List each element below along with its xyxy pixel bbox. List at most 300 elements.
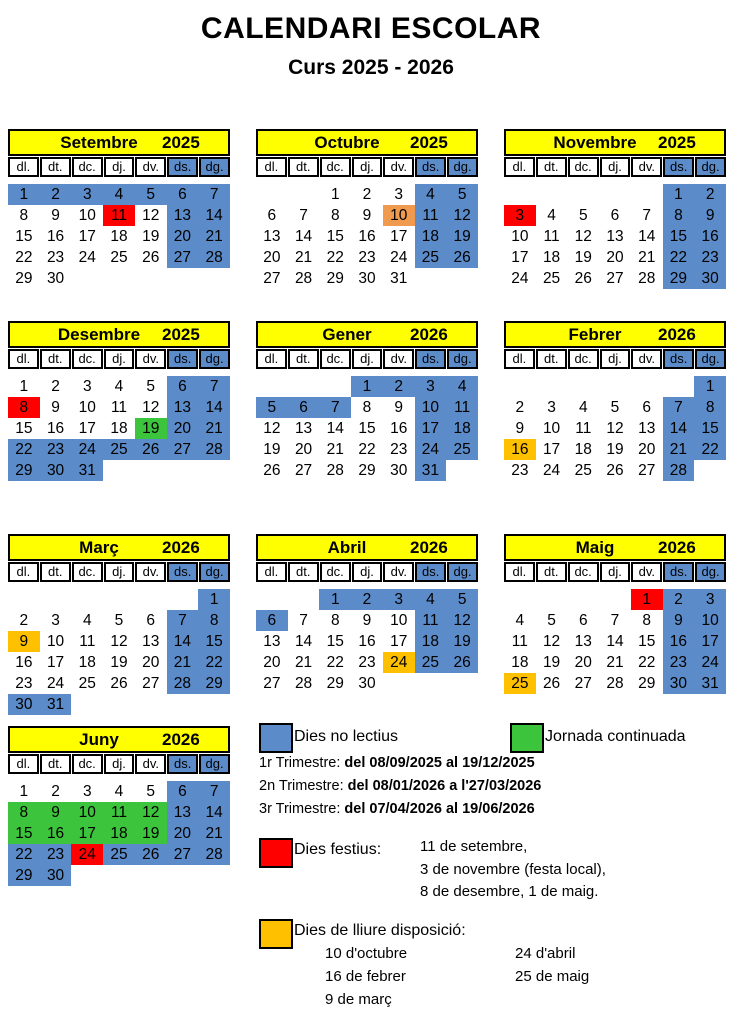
day-cell: 7 [663,397,695,418]
day-cell: 25 [504,673,536,694]
day-cell: 23 [40,247,72,268]
weekday-label: dg. [199,157,230,177]
day-cell: 8 [8,205,40,226]
day-cell: 15 [8,418,40,439]
weekday-label: dg. [447,157,478,177]
day-cell: 24 [40,673,72,694]
day-cell: 28 [167,673,199,694]
day-cell: 21 [198,418,230,439]
lliure-item: 25 de maig [515,968,590,985]
empty-cell [256,376,288,397]
day-cell: 15 [631,631,663,652]
day-cell: 17 [71,418,103,439]
day-cell: 17 [383,226,415,247]
month-year: 2025 [162,324,200,344]
day-cell: 18 [504,652,536,673]
day-cell: 23 [383,439,415,460]
day-cell: 5 [135,781,167,802]
day-cell: 13 [599,226,631,247]
empty-cell [256,589,288,610]
day-cell: 27 [135,673,167,694]
day-cell: 30 [351,673,383,694]
empty-cell [631,184,663,205]
day-cell: 22 [663,247,695,268]
day-cell: 4 [567,397,599,418]
month-header [504,129,726,156]
day-cell: 28 [198,247,230,268]
empty-cell [446,673,478,694]
day-cell: 30 [8,694,40,715]
weekday-label: dj. [352,349,383,369]
day-cell: 29 [8,268,40,289]
day-cell: 6 [167,781,199,802]
day-cell: 27 [167,439,199,460]
day-cell: 13 [167,397,199,418]
day-cell: 18 [103,226,135,247]
empty-cell [167,694,199,715]
day-cell: 9 [694,205,726,226]
day-cell: 24 [71,439,103,460]
empty-cell [135,865,167,886]
day-cell: 13 [256,631,288,652]
weekday-label: dt. [40,754,71,774]
day-cell: 9 [351,610,383,631]
weekday-label: dg. [695,349,726,369]
month-juny [8,726,230,886]
month-year: 2025 [410,132,448,152]
month-header [256,534,478,561]
festius-item: 8 de desembre, 1 de maig. [420,883,599,900]
day-cell: 25 [103,844,135,865]
weekday-label: dg. [199,754,230,774]
month-name: Octubre [314,132,380,152]
day-cell: 23 [694,247,726,268]
no-lectius-label: Dies no lectius [294,728,399,745]
month-setembre [8,129,230,289]
day-cell: 10 [40,631,72,652]
day-cell: 3 [383,184,415,205]
day-cell: 28 [198,844,230,865]
day-cell: 15 [694,418,726,439]
day-cell: 19 [135,418,167,439]
weekday-label: dj. [352,562,383,582]
day-cell: 28 [319,460,351,481]
day-cell: 21 [663,439,695,460]
day-cell: 4 [71,610,103,631]
day-cell: 1 [663,184,695,205]
weekday-header-row [256,157,478,177]
day-cell: 7 [198,184,230,205]
day-cell: 24 [383,652,415,673]
day-grid [256,589,478,694]
empty-cell [567,589,599,610]
day-cell: 21 [288,652,320,673]
day-cell: 2 [383,376,415,397]
weekday-label: dg. [447,562,478,582]
month-name: Maig [575,537,615,557]
month-year: 2026 [162,537,200,557]
day-cell: 14 [599,631,631,652]
empty-cell [103,694,135,715]
day-cell: 4 [415,589,447,610]
weekday-label: dg. [695,562,726,582]
empty-cell [599,184,631,205]
day-cell: 15 [8,823,40,844]
day-cell: 8 [631,610,663,631]
day-cell: 4 [103,184,135,205]
month-header [256,129,478,156]
empty-cell [536,376,568,397]
weekday-header-row [504,157,726,177]
day-cell: 21 [198,823,230,844]
day-cell: 14 [198,397,230,418]
weekday-label: dt. [536,157,567,177]
day-cell: 15 [319,226,351,247]
weekday-label: dj. [352,157,383,177]
weekday-label: dj. [600,349,631,369]
empty-cell [103,589,135,610]
day-cell: 2 [8,610,40,631]
lliure-item: 24 d'abril [515,945,576,962]
lliure-item: 10 d'octubre [325,945,408,962]
weekday-label: dl. [256,349,287,369]
day-cell: 8 [198,610,230,631]
day-cell: 1 [351,376,383,397]
lliure-label: Dies de lliure disposició: [294,922,466,939]
day-cell: 16 [351,226,383,247]
day-cell: 8 [8,397,40,418]
empty-cell [536,589,568,610]
festius-items [420,836,606,904]
day-cell: 9 [351,205,383,226]
day-cell: 9 [40,397,72,418]
weekday-label: dc. [568,157,599,177]
day-cell: 11 [567,418,599,439]
weekday-label: ds. [167,349,198,369]
day-cell: 24 [694,652,726,673]
day-cell: 10 [71,397,103,418]
day-cell: 16 [504,439,536,460]
day-cell: 15 [351,418,383,439]
day-cell: 23 [351,247,383,268]
day-cell: 25 [415,652,447,673]
day-cell: 9 [40,205,72,226]
day-cell: 20 [631,439,663,460]
day-cell: 21 [198,226,230,247]
day-cell: 6 [167,376,199,397]
day-cell: 30 [40,268,72,289]
day-cell: 31 [71,460,103,481]
month-gener [256,321,478,481]
day-cell: 5 [135,184,167,205]
empty-cell [103,460,135,481]
day-cell: 5 [446,184,478,205]
empty-cell [198,268,230,289]
weekday-label: dc. [72,349,103,369]
weekday-label: dj. [600,562,631,582]
day-cell: 4 [415,184,447,205]
day-cell: 27 [599,268,631,289]
empty-cell [288,184,320,205]
day-cell: 17 [40,652,72,673]
trimestres-block [259,752,541,821]
day-cell: 13 [256,226,288,247]
weekday-label: ds. [167,562,198,582]
weekday-label: dj. [104,562,135,582]
day-cell: 11 [103,802,135,823]
empty-cell [383,673,415,694]
day-cell: 28 [198,439,230,460]
day-cell: 4 [504,610,536,631]
day-cell: 1 [631,589,663,610]
day-cell: 12 [135,802,167,823]
day-cell: 2 [351,184,383,205]
day-cell: 6 [631,397,663,418]
empty-cell [256,184,288,205]
day-cell: 1 [198,589,230,610]
empty-cell [415,268,447,289]
day-cell: 3 [504,205,536,226]
month-name: Abril [327,537,367,557]
empty-cell [40,589,72,610]
day-cell: 8 [694,397,726,418]
empty-cell [167,865,199,886]
day-cell: 18 [71,652,103,673]
day-grid [504,589,726,694]
day-cell: 6 [288,397,320,418]
weekday-label: dv. [135,562,166,582]
day-cell: 11 [415,610,447,631]
empty-cell [504,184,536,205]
weekday-label: dv. [383,349,414,369]
day-cell: 30 [694,268,726,289]
day-cell: 30 [383,460,415,481]
day-cell: 22 [8,844,40,865]
weekday-label: dc. [568,349,599,369]
day-cell: 19 [256,439,288,460]
day-cell: 18 [415,226,447,247]
day-cell: 6 [256,610,288,631]
day-cell: 14 [288,631,320,652]
day-cell: 2 [504,397,536,418]
month-year: 2026 [410,324,448,344]
weekday-header-row [8,562,230,582]
day-cell: 10 [383,205,415,226]
day-cell: 22 [319,247,351,268]
day-cell: 3 [694,589,726,610]
day-cell: 9 [504,418,536,439]
weekday-label: dt. [40,349,71,369]
empty-cell [663,376,695,397]
weekday-label: dc. [72,157,103,177]
day-cell: 22 [8,247,40,268]
day-cell: 7 [288,205,320,226]
day-cell: 7 [167,610,199,631]
weekday-header-row [504,562,726,582]
weekday-label: ds. [415,562,446,582]
empty-cell [536,184,568,205]
weekday-label: dv. [135,349,166,369]
day-cell: 26 [135,439,167,460]
day-cell: 12 [567,226,599,247]
day-cell: 7 [319,397,351,418]
weekday-label: dl. [504,562,535,582]
weekday-label: dj. [104,349,135,369]
weekday-label: dl. [256,157,287,177]
day-cell: 16 [351,631,383,652]
day-cell: 24 [504,268,536,289]
day-cell: 18 [103,418,135,439]
month-febrer [504,321,726,481]
page-title: CALENDARI ESCOLAR [200,12,542,45]
no-lectius-swatch [259,723,293,753]
month-name: Desembre [57,324,141,344]
day-cell: 7 [198,376,230,397]
day-cell: 20 [256,652,288,673]
day-cell: 29 [8,460,40,481]
month-header [256,321,478,348]
day-cell: 17 [504,247,536,268]
weekday-header-row [256,349,478,369]
day-cell: 29 [663,268,695,289]
day-cell: 21 [167,652,199,673]
day-cell: 15 [8,226,40,247]
day-cell: 31 [383,268,415,289]
day-cell: 13 [167,205,199,226]
day-cell: 25 [536,268,568,289]
day-cell: 13 [167,802,199,823]
weekday-label: dl. [8,157,39,177]
day-cell: 17 [71,226,103,247]
lliure-column-2 [515,942,589,988]
day-grid [8,184,230,289]
day-cell: 12 [256,418,288,439]
day-cell: 11 [504,631,536,652]
day-cell: 20 [167,226,199,247]
day-cell: 17 [415,418,447,439]
day-cell: 21 [288,247,320,268]
day-cell: 11 [103,397,135,418]
empty-cell [504,589,536,610]
weekday-label: dl. [504,157,535,177]
day-cell: 3 [71,376,103,397]
day-cell: 31 [40,694,72,715]
day-grid [8,781,230,886]
empty-cell [71,268,103,289]
weekday-label: dc. [72,562,103,582]
weekday-label: dg. [199,562,230,582]
day-cell: 27 [256,268,288,289]
page-subtitle: Curs 2025 - 2026 [288,56,454,79]
day-cell: 18 [103,823,135,844]
month-header [8,129,230,156]
weekday-label: ds. [167,754,198,774]
day-cell: 18 [536,247,568,268]
day-cell: 23 [504,460,536,481]
day-cell: 11 [536,226,568,247]
day-cell: 17 [694,631,726,652]
day-cell: 9 [40,802,72,823]
day-cell: 1 [319,589,351,610]
weekday-label: dg. [447,349,478,369]
day-cell: 17 [536,439,568,460]
day-cell: 20 [256,247,288,268]
day-cell: 9 [663,610,695,631]
day-cell: 30 [351,268,383,289]
day-cell: 22 [8,439,40,460]
day-cell: 25 [103,439,135,460]
day-cell: 4 [446,376,478,397]
month-name: Gener [322,324,372,344]
day-cell: 23 [351,652,383,673]
weekday-label: dv. [631,562,662,582]
empty-cell [567,184,599,205]
day-cell: 26 [256,460,288,481]
day-cell: 12 [135,205,167,226]
day-cell: 17 [71,823,103,844]
month-name: Febrer [568,324,622,344]
day-cell: 18 [415,631,447,652]
weekday-label: ds. [663,157,694,177]
day-cell: 1 [694,376,726,397]
day-cell: 26 [446,247,478,268]
day-cell: 2 [351,589,383,610]
day-cell: 20 [599,247,631,268]
day-cell: 29 [8,865,40,886]
jornada-swatch [510,723,544,753]
day-cell: 10 [71,205,103,226]
empty-cell [167,589,199,610]
day-cell: 24 [383,247,415,268]
lliure-column-1 [325,942,407,1010]
day-cell: 19 [567,247,599,268]
weekday-label: dl. [504,349,535,369]
empty-cell [135,268,167,289]
day-cell: 5 [103,610,135,631]
month-year: 2025 [162,132,200,152]
day-cell: 16 [8,652,40,673]
weekday-header-row [256,562,478,582]
day-cell: 22 [351,439,383,460]
day-cell: 25 [567,460,599,481]
day-cell: 12 [446,610,478,631]
day-cell: 11 [446,397,478,418]
day-grid [8,376,230,481]
day-cell: 1 [319,184,351,205]
empty-cell [8,589,40,610]
empty-cell [71,694,103,715]
day-cell: 16 [40,226,72,247]
day-cell: 17 [383,631,415,652]
empty-cell [288,589,320,610]
empty-cell [167,268,199,289]
day-cell: 29 [631,673,663,694]
day-cell: 5 [446,589,478,610]
day-grid [504,184,726,289]
day-cell: 6 [567,610,599,631]
weekday-label: dt. [288,157,319,177]
month-octubre [256,129,478,289]
day-cell: 19 [446,226,478,247]
month-year: 2025 [658,132,696,152]
day-cell: 19 [103,652,135,673]
day-cell: 5 [256,397,288,418]
day-cell: 21 [319,439,351,460]
weekday-label: dl. [8,562,39,582]
weekday-label: ds. [663,562,694,582]
month-abril [256,534,478,694]
empty-cell [319,376,351,397]
